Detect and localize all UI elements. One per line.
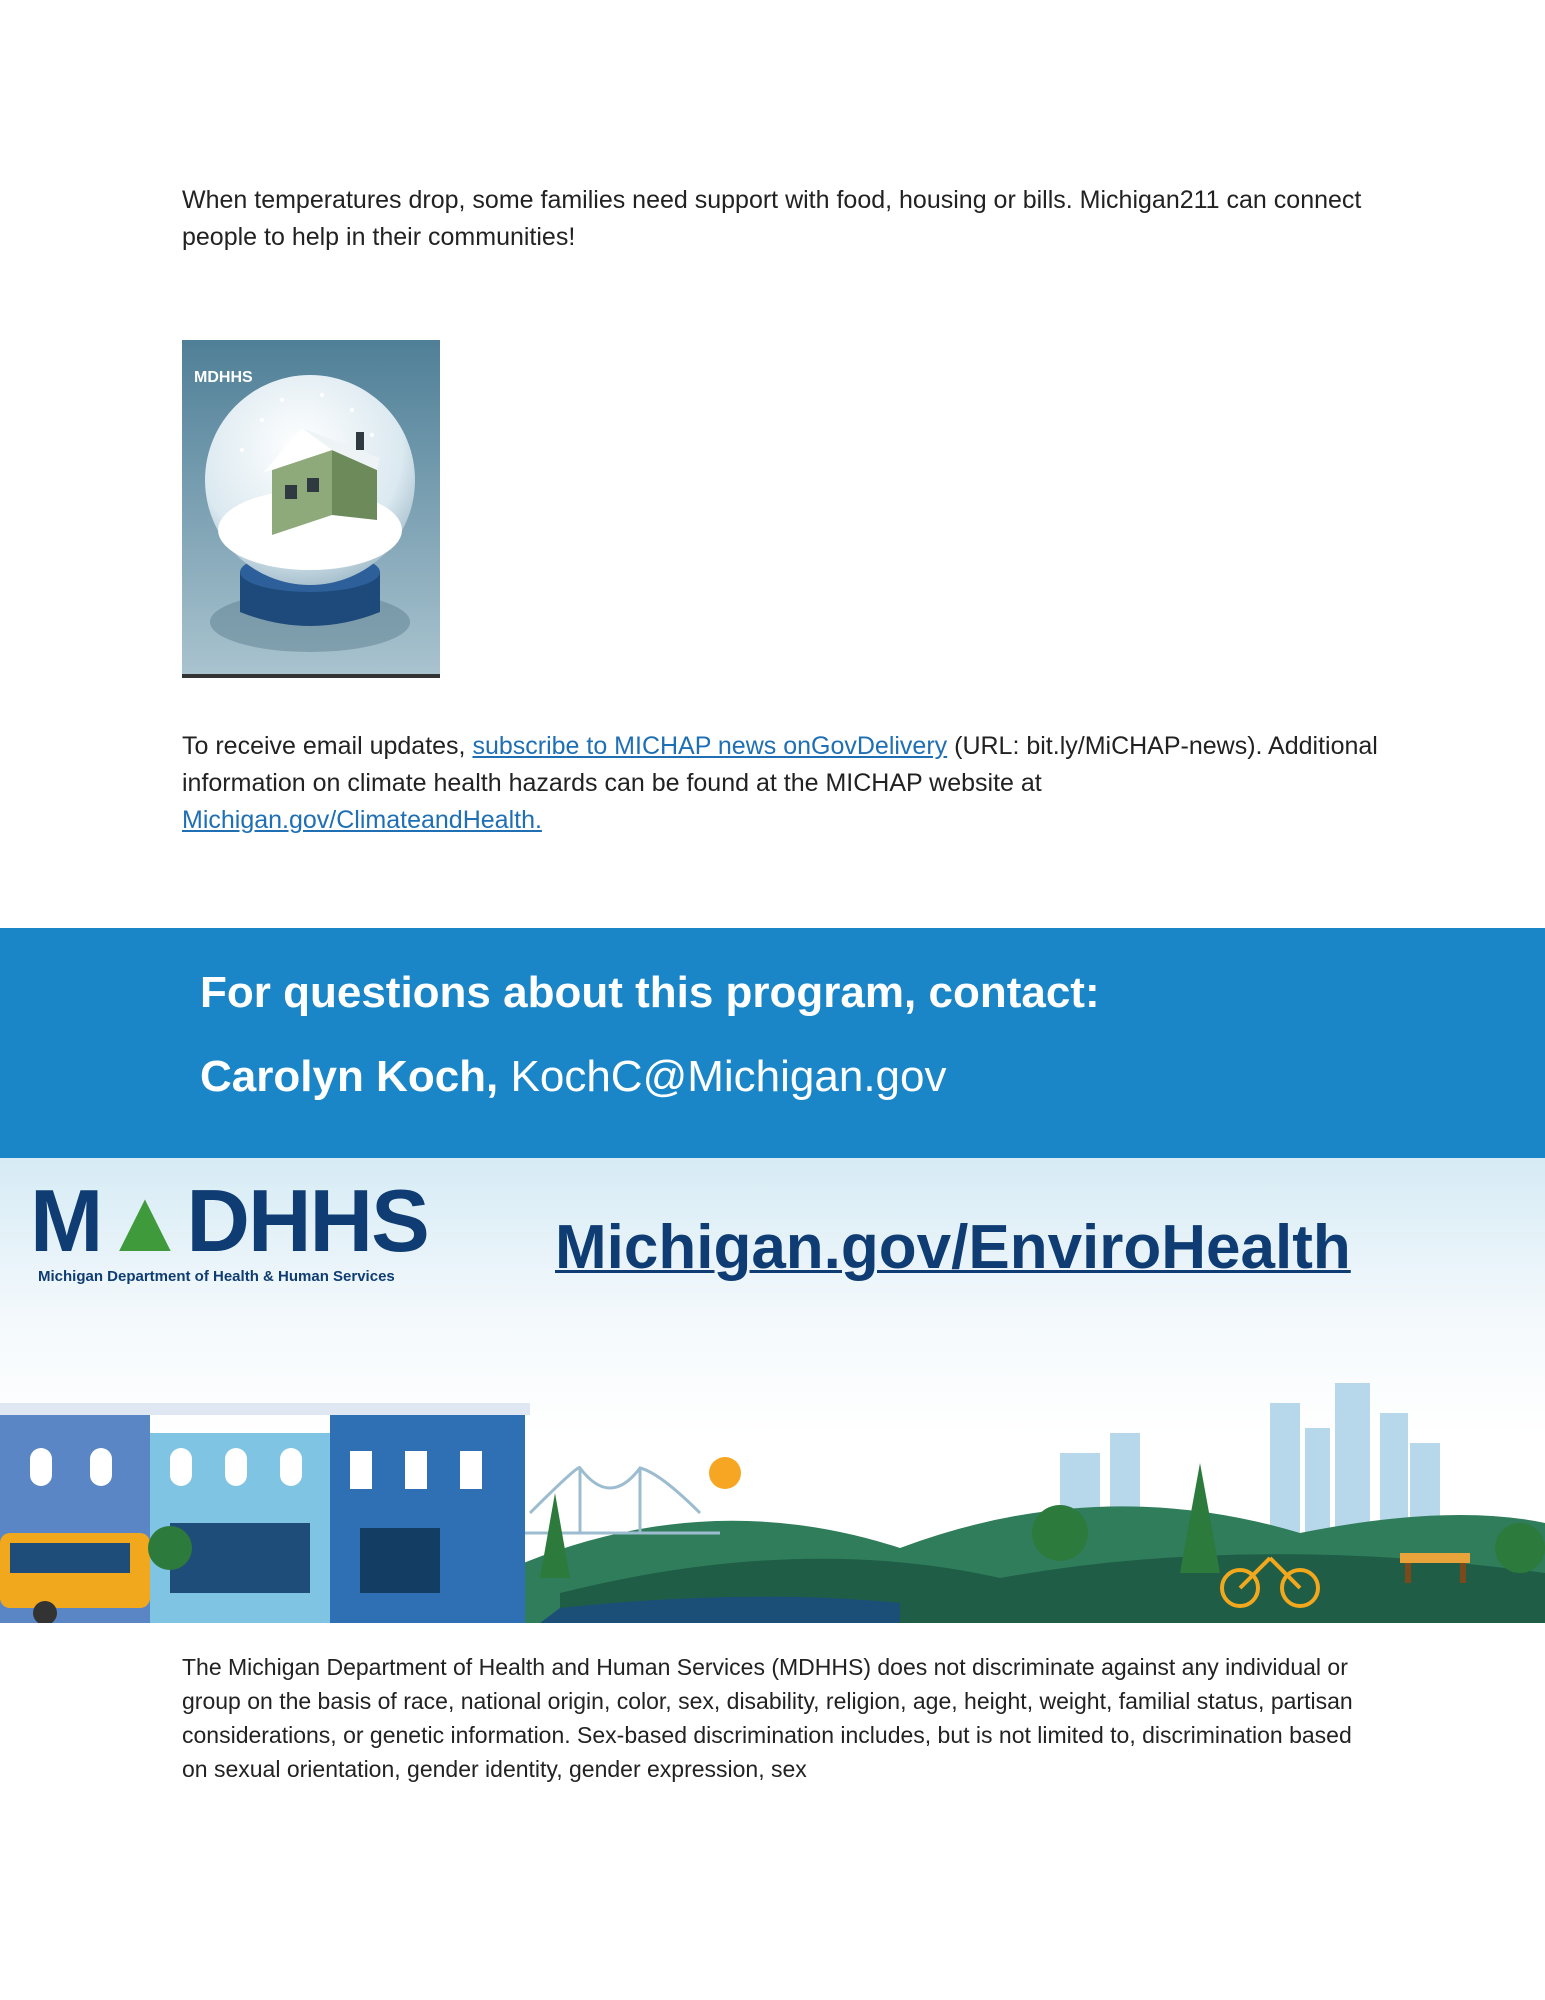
- contact-person: [200, 1052, 947, 1102]
- contact-heading: For questions about this program, contact:: [200, 968, 1100, 1017]
- thumbnail-logo-text: MDHHS: [194, 369, 253, 386]
- logo-letter-m: M: [30, 1171, 102, 1270]
- intro-paragraph: [182, 182, 1382, 256]
- non-discrimination-statement: [182, 1650, 1362, 1786]
- mdhhs-logo: [30, 1171, 428, 1285]
- contact-band: [0, 928, 1545, 1158]
- snow-globe-house-icon: [182, 340, 440, 678]
- intro-text: When temperatures drop, some families need support with food, housing or bills. Michigan211 can connect people to help in their communities!: [182, 186, 1362, 251]
- disclaimer-text: The Michigan Department of Health and Human Services (MDHHS) does not discriminate against any individual or group on the basis of race, national origin, color, sex, disability, religion, age, height, weight, familial status, partisan considerations, or genetic information. Sex-based discrimination includes, but is not limited to, discrimination based on sexual orientation, gender identity, gender expression, sex: [182, 1654, 1353, 1782]
- contact-name: Carolyn Koch,: [200, 1052, 499, 1101]
- logo-subtitle: Michigan Department of Health & Human Services: [38, 1268, 395, 1285]
- logo-letters-dhhs: DHHS: [186, 1171, 428, 1270]
- updates-prefix: To receive email updates,: [182, 732, 473, 760]
- envirohealth-link[interactable]: Michigan.gov/EnviroHealth: [555, 1213, 1351, 1282]
- subscribe-link[interactable]: subscribe to MICHAP news onGovDelivery: [472, 732, 948, 760]
- snow-globe-flyer-thumbnail[interactable]: [182, 340, 440, 678]
- community-scene-illustration: [0, 1333, 1545, 1623]
- updates-suffix: (URL: bit.ly/MiCHAP-news). Additional information on climate health hazards can be found at the MICHAP website at: [182, 732, 1378, 797]
- contact-email[interactable]: KochC@Michigan.gov: [498, 1052, 947, 1101]
- updates-paragraph: [182, 728, 1382, 839]
- climate-health-link[interactable]: Michigan.gov/ClimateandHealth.: [182, 806, 542, 834]
- mdhhs-banner: [0, 1158, 1545, 1623]
- michigan-mitten-icon: ▲: [101, 1171, 187, 1270]
